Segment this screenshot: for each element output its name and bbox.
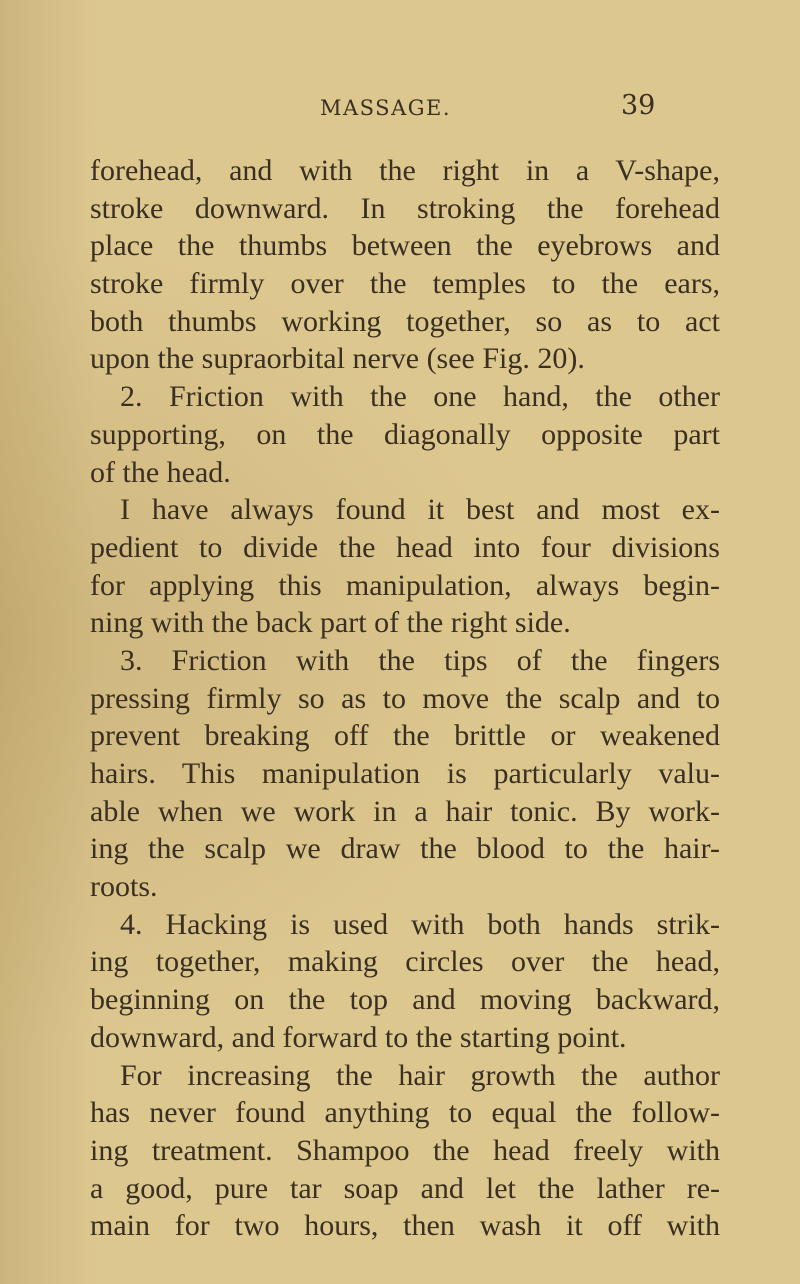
text-line: main for two hours, then wash it off with (90, 1209, 720, 1243)
text-line: pedient to divide the head into four divisions (90, 530, 720, 564)
text-line: place the thumbs between the eyebrows and (90, 229, 720, 263)
text-line: both thumbs working together, so as to act (90, 304, 720, 338)
body-text (90, 152, 720, 1245)
text-line: downward, and forward to the starting point. (90, 1020, 627, 1054)
running-head: MASSAGE. (320, 96, 452, 120)
text-line: hairs. This manipulation is particularly valu- (90, 757, 720, 790)
text-line: ing treatment. Shampoo the head freely with (90, 1133, 720, 1167)
text-line: 4. Hacking is used with both hands strik- (120, 907, 720, 941)
page-number: 39 (621, 90, 656, 121)
text-line: supporting, on the diagonally opposite part (90, 417, 720, 451)
text-line: ning with the back part of the right side. (90, 606, 571, 640)
page-header (0, 90, 800, 136)
text-line: ing the scalp we draw the blood to the hair- (90, 832, 720, 866)
text-line: for applying this manipulation, always begin- (90, 568, 720, 602)
text-line: of the head. (90, 455, 231, 489)
text-line: has never found anything to equal the follow- (90, 1096, 720, 1130)
text-line: stroke firmly over the temples to the ears, (90, 267, 720, 301)
text-line: stroke downward. In stroking the forehead (90, 191, 720, 225)
text-line: a good, pure tar soap and let the lather re- (90, 1171, 720, 1205)
text-line: prevent breaking off the brittle or weakened (90, 719, 720, 753)
text-line: For increasing the hair growth the author (120, 1058, 720, 1092)
text-line: upon the supraorbital nerve (see Fig. 20). (90, 342, 585, 376)
text-line: 2. Friction with the one hand, the other (120, 380, 720, 414)
text-line: ing together, making circles over the head, (90, 945, 720, 979)
text-line: able when we work in a hair tonic. By work- (90, 794, 720, 828)
text-line: forehead, and with the right in a V-shape, (90, 154, 720, 187)
text-line: beginning on the top and moving backward, (90, 983, 720, 1017)
text-line: pressing firmly so as to move the scalp and to (90, 681, 720, 715)
text-line: I have always found it best and most ex- (120, 493, 720, 527)
text-line: roots. (90, 870, 158, 904)
text-line: 3. Friction with the tips of the fingers (120, 643, 720, 677)
